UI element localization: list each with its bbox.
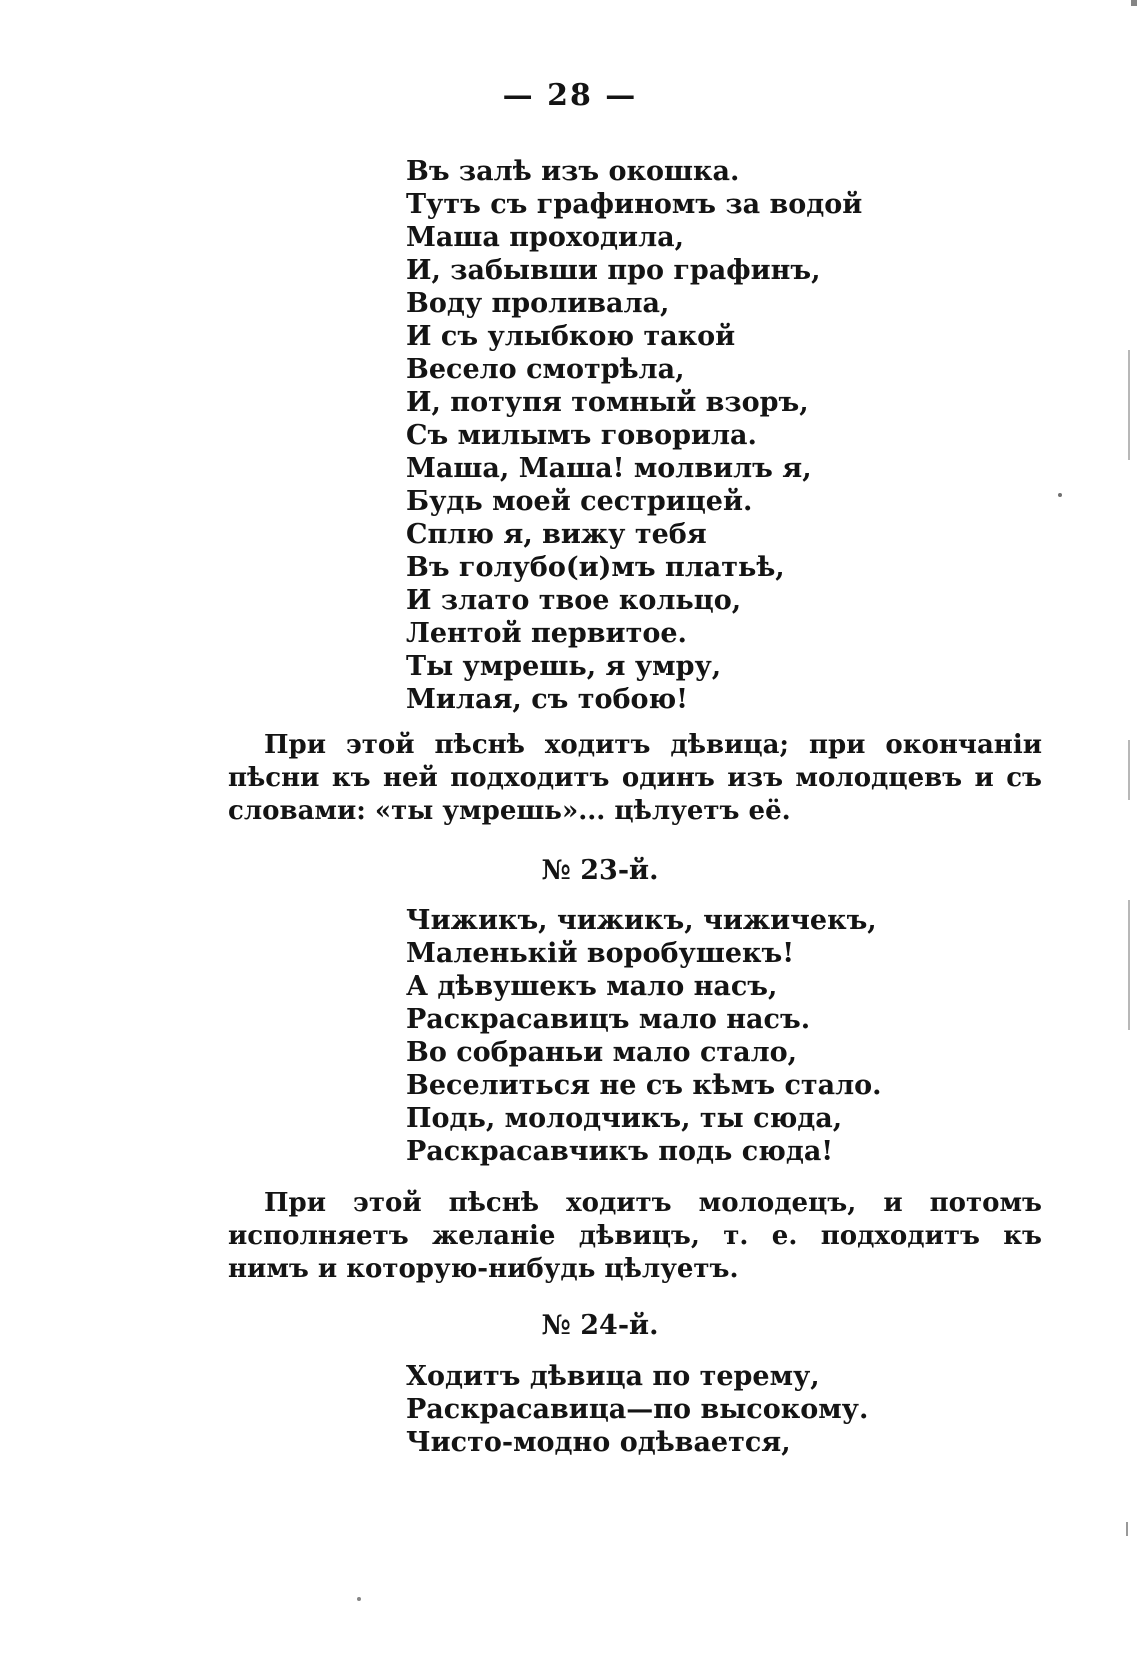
verse-line: Лентой первитое.	[406, 618, 687, 649]
verse-line: Милая, съ тобою!	[406, 684, 689, 715]
verse-line: Ты умрешь, я умру,	[406, 651, 722, 682]
verse-line: Весело смотрѣла,	[406, 354, 685, 385]
verse-line: Веселиться не съ кѣмъ стало.	[406, 1070, 882, 1101]
verse-line: Подь, молодчикъ, ты сюда,	[406, 1103, 843, 1134]
verse-line: Тутъ съ графиномъ за водой	[406, 189, 863, 220]
verse-line: Въ залѣ изъ окошка.	[406, 156, 740, 187]
verse-line: Во собраньи мало стало,	[406, 1037, 798, 1068]
scan-dot	[357, 1597, 361, 1601]
verse-line: Маленькiй воробушекъ!	[406, 938, 795, 969]
verse-line: И, потупя томный взоръ,	[406, 387, 809, 418]
verse-line: Будь моей сестрицей.	[406, 486, 753, 517]
verse-line: Воду проливала,	[406, 288, 670, 319]
verse-line: А дѣвушекъ мало насъ,	[406, 971, 778, 1002]
verse-line: Въ голубо(и)мъ платьѣ,	[406, 552, 785, 583]
verse-line: Маша, Маша! молвилъ я,	[406, 453, 812, 484]
scan-margin-mark	[1128, 350, 1130, 460]
verse-line: Раскрасавицъ мало насъ.	[406, 1004, 811, 1035]
stage-direction-song-22: При этой пѣснѣ ходитъ дѣвица; при окончанiи пѣсни къ ней подходитъ одинъ изъ молодцевъ и съ словами: «ты умрешь»... цѣлуетъ её.	[228, 730, 1042, 826]
verse-line: Чисто-модно одѣвается,	[406, 1427, 791, 1458]
verse-block-song-23	[406, 904, 882, 1168]
song-heading-23: № 23-й.	[541, 855, 659, 886]
scan-margin-mark	[1128, 740, 1130, 800]
verse-line: Сплю я, вижу тебя	[406, 519, 707, 550]
verse-line: Ходитъ дѣвица по терему,	[406, 1361, 820, 1392]
scan-dot	[1126, 1522, 1128, 1536]
scan-dot	[1131, 0, 1137, 6]
verse-block-song-22	[406, 155, 862, 716]
verse-line: И съ улыбкою такой	[406, 321, 736, 352]
verse-line: Съ милымъ говорила.	[406, 420, 757, 451]
song-heading-24: № 24-й.	[541, 1310, 659, 1341]
verse-line: Раскрасавица—по высокому.	[406, 1394, 869, 1425]
page-number: — 28 —	[502, 78, 638, 113]
verse-line: Маша проходила,	[406, 222, 685, 253]
scan-dot	[1058, 493, 1062, 497]
verse-line: И злато твое кольцо,	[406, 585, 742, 616]
verse-line: Чижикъ, чижикъ, чижичекъ,	[406, 905, 877, 936]
stage-direction-song-23: При этой пѣснѣ ходитъ молодецъ, и потомъ исполняетъ желанiе дѣвицъ, т. е. подходитъ къ нимъ и которую-нибудь цѣлуетъ.	[228, 1188, 1042, 1284]
verse-line: И, забывши про графинъ,	[406, 255, 821, 286]
verse-block-song-24	[406, 1360, 868, 1459]
verse-line: Раскрасавчикъ подь сюда!	[406, 1136, 834, 1167]
scan-margin-mark	[1128, 900, 1130, 1030]
